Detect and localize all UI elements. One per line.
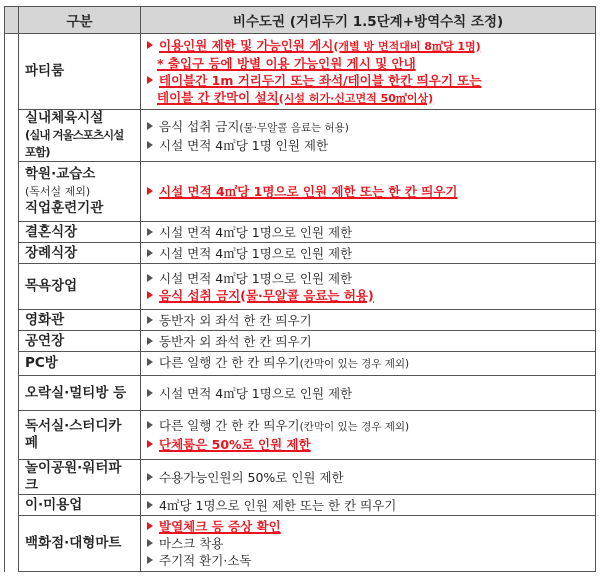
category-cell — [19, 331, 141, 352]
triangle-bullet-icon — [147, 41, 153, 49]
row-gap-cell — [5, 411, 19, 460]
category-name: 독서실·스터디카페 — [25, 418, 122, 451]
rule-line — [147, 535, 589, 552]
table-row — [5, 310, 596, 331]
rule-note: (칸막이 있는 경우 제외) — [299, 358, 410, 370]
rule-text: 시설 면적 4㎡당 1명 인원 제한 — [159, 137, 329, 153]
rule-text: 이용인원 제한 및 가능인원 게시 — [159, 37, 334, 53]
category-name: 학원·교습소 — [25, 166, 96, 182]
category-cell — [19, 264, 141, 310]
rule-line — [147, 55, 589, 72]
category-cell — [19, 460, 141, 495]
rule-text: 시설 면적 4㎡당 1명으로 인원 제한 — [159, 224, 353, 240]
row-gap-cell — [5, 495, 19, 516]
rule-note: (칸막이 있는 경우 제외) — [299, 421, 410, 433]
rule-cell — [141, 376, 596, 411]
rule-cell — [141, 162, 596, 222]
rule-text: 동반자 외 좌석 한 칸 띄우기 — [159, 333, 312, 349]
rule-cell — [141, 495, 596, 516]
row-gap-cell — [5, 243, 19, 264]
category-subtitle: (실내 겨울스포츠시설 포함) — [25, 128, 124, 159]
category-name: 실내체육시설 — [25, 110, 104, 126]
rule-text: 다른 일행 간 한 칸 띄우기 — [159, 355, 300, 370]
category-cell — [19, 310, 141, 331]
table-row — [5, 162, 596, 222]
triangle-bullet-icon — [147, 249, 153, 257]
rule-line — [147, 89, 589, 107]
rule-line — [147, 270, 589, 287]
rule-text: 음식 섭취 금지(물·무알콜 음료는 허용) — [159, 287, 374, 303]
triangle-bullet-icon — [147, 274, 153, 282]
rule-line — [147, 552, 589, 569]
category-name: 목욕장업 — [25, 278, 78, 294]
table-row — [5, 352, 596, 376]
category-name: 놀이공원·워터파크 — [25, 460, 122, 493]
rule-cell — [141, 222, 596, 243]
row-gap-cell — [5, 162, 19, 222]
triangle-bullet-icon — [147, 522, 153, 530]
header-category: 구분 — [19, 7, 141, 34]
table-header-row — [5, 7, 596, 34]
triangle-bullet-icon — [147, 187, 153, 195]
rule-text: 시설 면적 4㎡당 1명으로 인원 제한 — [159, 385, 353, 401]
header-gap — [5, 7, 19, 34]
category-subtitle: (독서실 제외) — [25, 185, 91, 198]
category-cell — [19, 34, 141, 110]
table-row — [5, 411, 596, 460]
rule-cell — [141, 264, 596, 310]
table-row — [5, 264, 596, 310]
row-gap-cell — [5, 331, 19, 352]
rule-line — [147, 417, 589, 436]
triangle-bullet-icon — [147, 501, 153, 509]
table-row — [5, 243, 596, 264]
rule-line — [147, 287, 589, 304]
rule-note: (시설 허가·신고면적 50㎡이상) — [278, 91, 434, 105]
category-name: PC방 — [25, 355, 58, 371]
triangle-bullet-icon — [147, 389, 153, 397]
category-cell — [19, 162, 141, 222]
rule-line — [147, 497, 589, 514]
category-cell — [19, 411, 141, 460]
rule-text: 주기적 환기·소독 — [159, 553, 252, 568]
rule-text: 동반자 외 좌석 한 칸 띄우기 — [159, 312, 312, 328]
rule-text: 수용가능인원의 50%로 인원 제한 — [159, 469, 344, 485]
triangle-bullet-icon — [147, 122, 153, 130]
rule-text: 시설 면적 4㎡당 1명으로 인원 제한 — [159, 270, 353, 286]
triangle-bullet-icon — [147, 440, 153, 448]
category-name: 공연장 — [25, 332, 65, 349]
rule-line — [147, 245, 589, 262]
category-cell — [19, 376, 141, 411]
row-gap-cell — [5, 310, 19, 331]
row-gap-cell — [5, 460, 19, 495]
rule-cell — [141, 310, 596, 331]
rule-line — [147, 118, 589, 137]
rule-line — [147, 224, 589, 241]
distancing-rules-table — [4, 6, 596, 572]
table-row — [5, 34, 596, 110]
table-row — [5, 222, 596, 243]
category-name: 이·미용업 — [25, 496, 83, 513]
rule-text: 시설 면적 4㎡당 1명으로 인원 제한 또는 한 칸 띄우기 — [159, 184, 458, 199]
rule-line — [147, 385, 589, 402]
category-name-secondary: 직업훈련기관 — [25, 200, 104, 216]
rule-line — [147, 518, 589, 535]
rule-line — [147, 37, 589, 55]
rule-line — [147, 354, 589, 373]
header-rule: 비수도권 (거리두기 1.5단계+방역수칙 조정) — [141, 7, 596, 34]
row-gap-cell — [5, 352, 19, 376]
rule-text: 4㎡당 1명으로 인원 제한 또는 한 칸 띄우기 — [159, 497, 397, 513]
rule-text: 음식 섭취 금지 — [159, 118, 240, 134]
rule-text: * 출입구 등에 방별 이용 가능인원 게시 및 안내 — [157, 55, 416, 71]
triangle-bullet-icon — [147, 337, 153, 345]
triangle-bullet-icon — [147, 539, 153, 547]
category-name: 오락실·멀티방 등 — [25, 384, 127, 401]
rule-text: 테이블 간 칸막이 설치 — [157, 89, 279, 105]
table-row — [5, 376, 596, 411]
rule-line — [147, 72, 589, 89]
triangle-bullet-icon — [147, 291, 153, 299]
rule-cell — [141, 460, 596, 495]
category-cell — [19, 352, 141, 376]
rule-line — [147, 312, 589, 329]
table-row — [5, 460, 596, 495]
rule-cell — [141, 34, 596, 110]
table-row — [5, 331, 596, 352]
rule-text: 마스크 착용 — [159, 536, 224, 551]
category-cell — [19, 516, 141, 572]
rule-text: 시설 면적 4㎡당 1명으로 인원 제한 — [159, 245, 353, 261]
rule-line — [147, 333, 589, 350]
rule-line — [147, 469, 589, 486]
rule-text: 발열체크 등 증상 확인 — [159, 519, 281, 534]
triangle-bullet-icon — [147, 228, 153, 236]
rule-text: 테이블간 1m 거리두기 또는 좌석/테이블 한칸 띄우기 또는 — [159, 72, 482, 88]
rule-line — [147, 183, 589, 200]
rule-note: (개별 방 면적대비 8㎡당 1명) — [333, 39, 481, 53]
rule-cell — [141, 243, 596, 264]
rule-cell — [141, 110, 596, 162]
row-gap-cell — [5, 376, 19, 411]
category-name: 장례식장 — [25, 244, 78, 261]
category-name: 파티룸 — [25, 63, 65, 79]
rule-text: 다른 일행 간 한 칸 띄우기 — [159, 418, 300, 433]
table-row — [5, 110, 596, 162]
rule-line — [147, 137, 589, 154]
rule-line — [147, 436, 589, 453]
table-row — [5, 516, 596, 572]
row-gap-cell — [5, 264, 19, 310]
triangle-bullet-icon — [147, 358, 153, 366]
row-gap-cell — [5, 222, 19, 243]
triangle-bullet-icon — [147, 76, 153, 84]
rule-text: 단체룸은 50%로 인원 제한 — [159, 437, 311, 452]
rule-cell — [141, 331, 596, 352]
row-gap-cell — [5, 516, 19, 572]
category-cell — [19, 243, 141, 264]
row-gap-cell — [5, 110, 19, 162]
rule-cell — [141, 352, 596, 376]
category-cell — [19, 110, 141, 162]
rule-cell — [141, 516, 596, 572]
category-name: 영화관 — [25, 311, 65, 328]
triangle-bullet-icon — [147, 473, 153, 481]
category-name: 백화점·대형마트 — [25, 535, 122, 551]
triangle-bullet-icon — [147, 556, 153, 564]
row-gap-cell — [5, 34, 19, 110]
category-name: 결혼식장 — [25, 223, 78, 240]
rule-cell — [141, 411, 596, 460]
table-row — [5, 495, 596, 516]
category-cell — [19, 222, 141, 243]
category-cell — [19, 495, 141, 516]
triangle-bullet-icon — [147, 421, 153, 429]
triangle-bullet-icon — [147, 141, 153, 149]
rule-note: (물·무알콜 음료는 허용) — [239, 121, 349, 134]
triangle-bullet-icon — [147, 316, 153, 324]
